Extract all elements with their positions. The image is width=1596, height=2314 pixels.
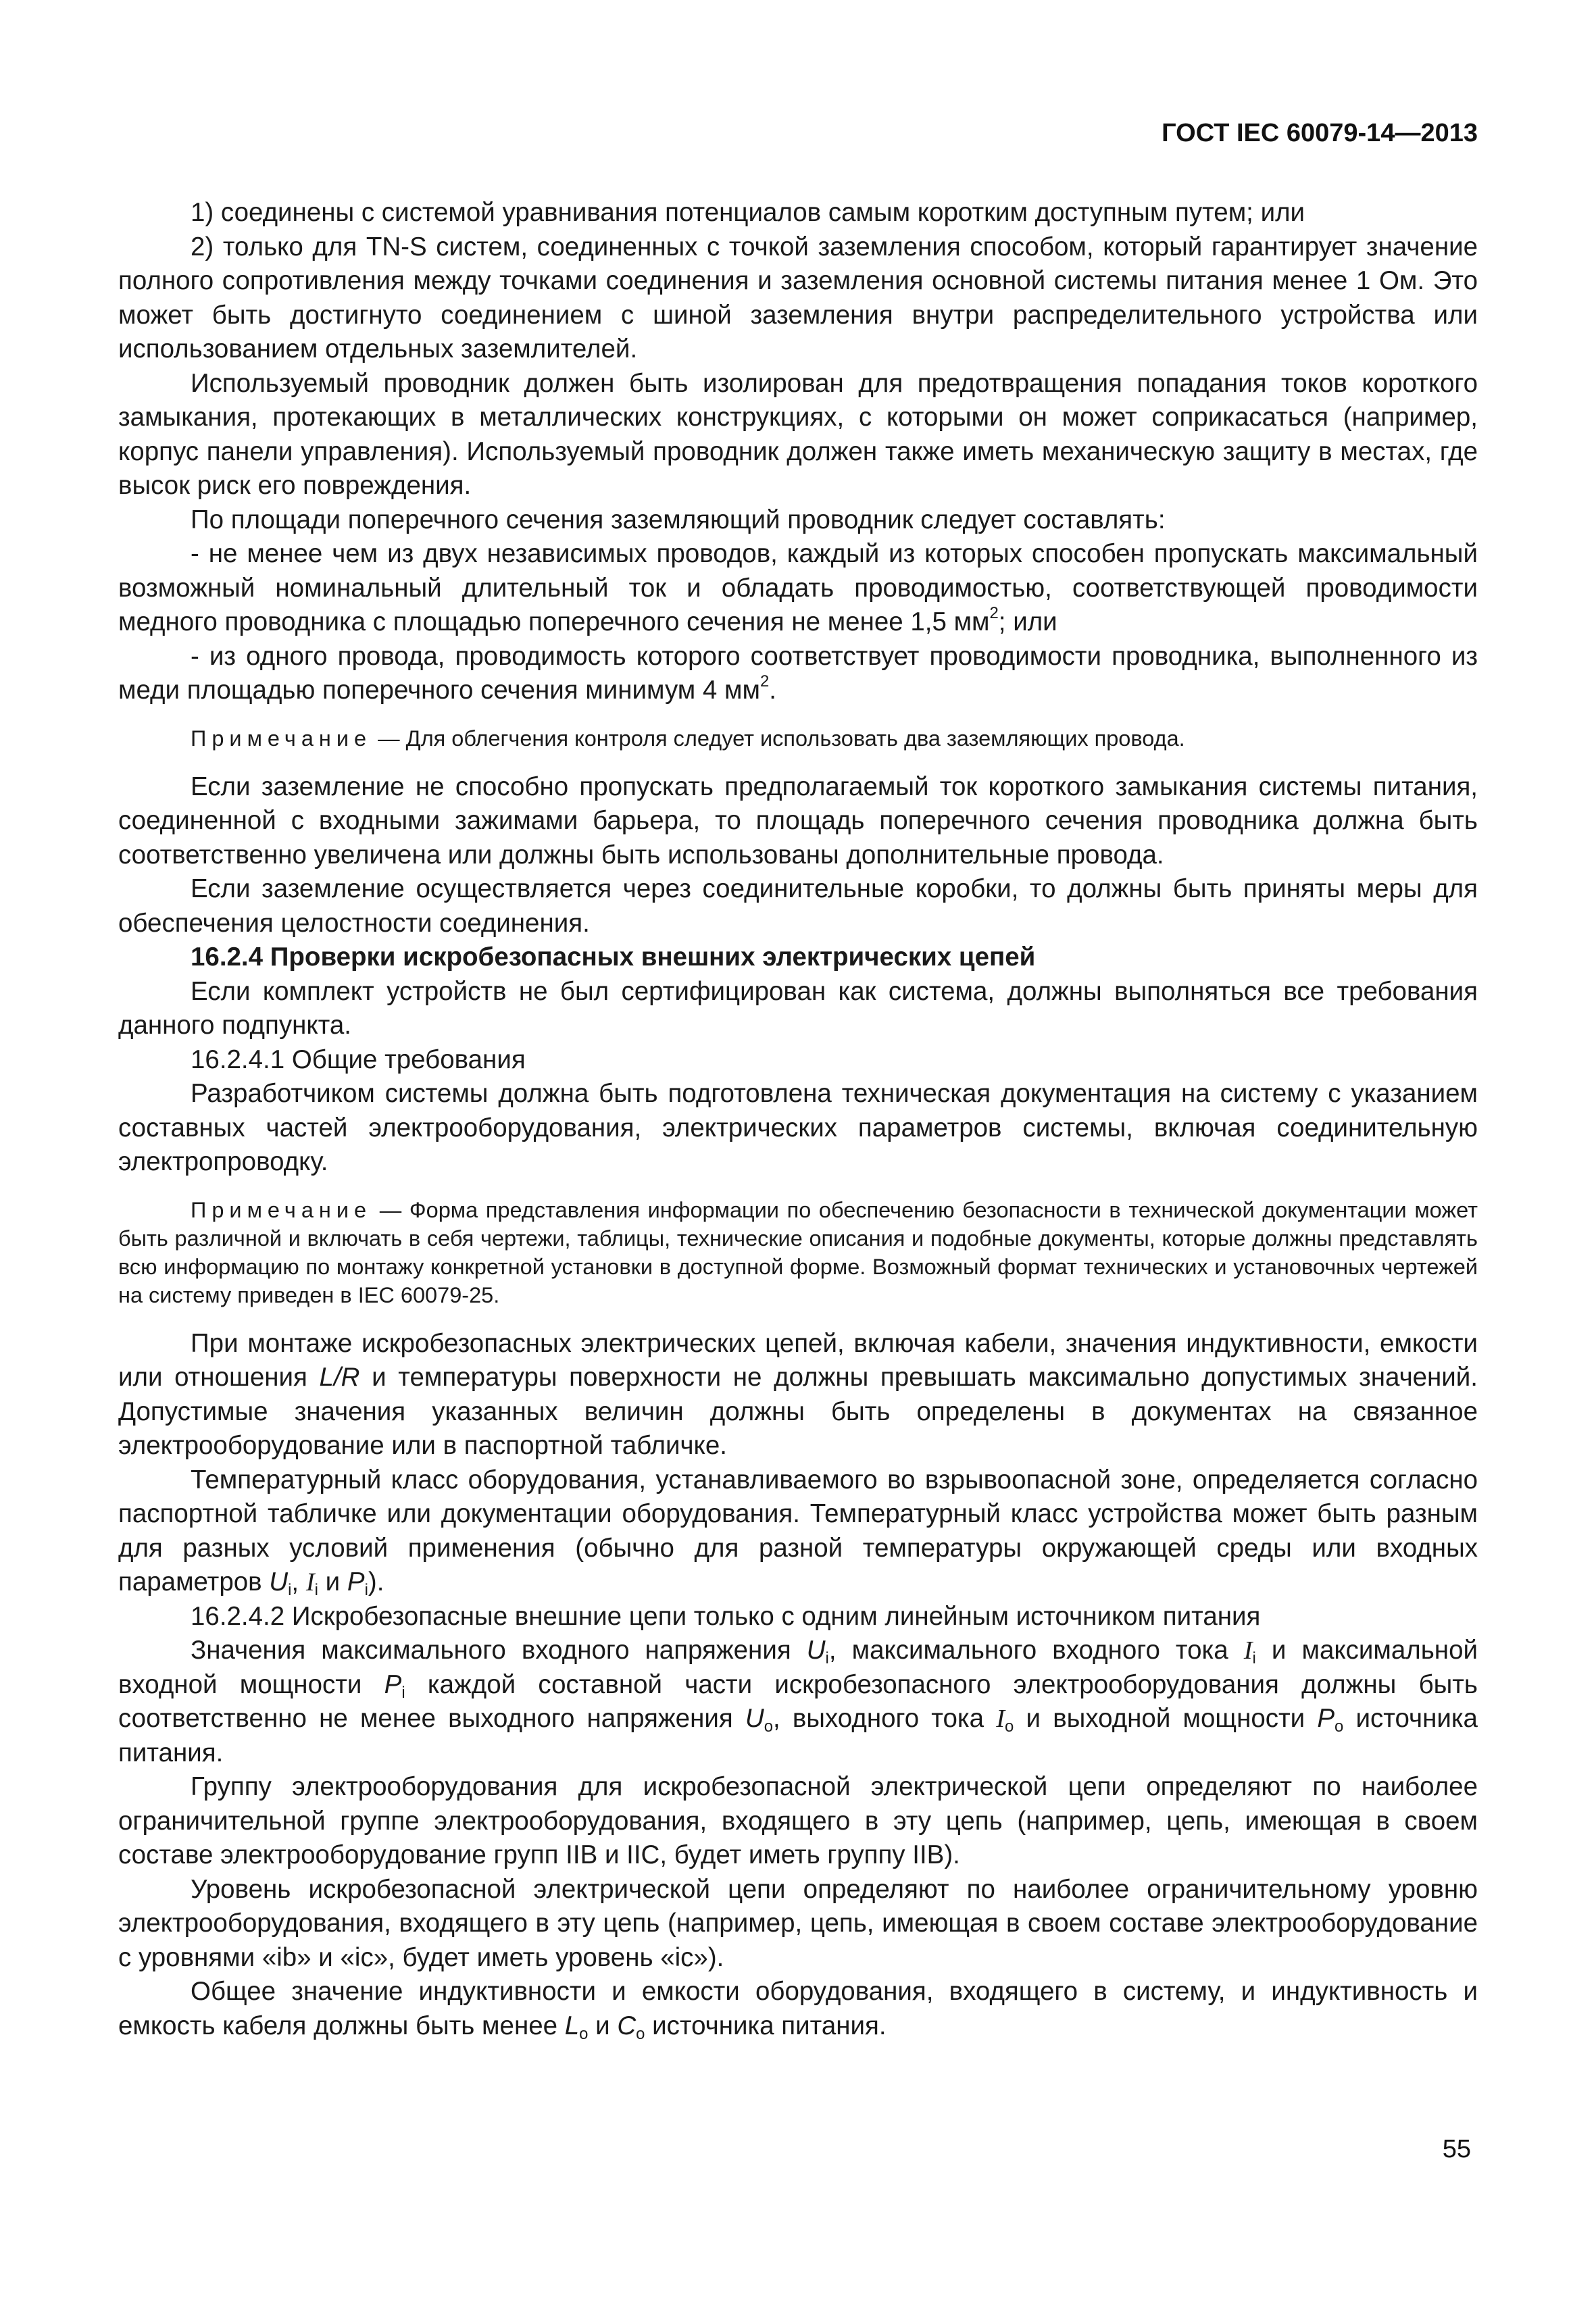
subscript: i xyxy=(364,1581,368,1600)
paragraph xyxy=(118,1327,1478,1463)
paragraph xyxy=(118,1463,1478,1600)
subsection-title: 16.2.4.2 Искробезопасные внешние цепи только с одним линейным источником питания xyxy=(191,1601,1261,1631)
paragraph-text: , выходного тока xyxy=(772,1704,997,1733)
note xyxy=(118,1196,1478,1309)
symbol: C xyxy=(617,2011,637,2040)
paragraph: Уровень искробезопасной электрической цепи определяют по наиболее ограничительному уровню электрооборудования, входящего в эту цепь (например, цепь, имеющая в своем составе электрооборудование с уровнями «ib» и «ic», будет иметь уровень «ic»). xyxy=(118,1874,1478,1972)
symbol: L/R xyxy=(319,1363,360,1392)
symbol: P xyxy=(347,1567,365,1596)
paragraph-text: ; или xyxy=(998,607,1057,636)
note-text: — Форма представления информации по обеспечению безопасности в технической документации может быть различной и включать в себя чертежи, таблицы, технические описания и подобные документы, которые должны представлять всю информацию по монтажу конкретной установки в доступной форме. Возможный формат технических и установочных чертежей на систему приведен в IEC 60079-25. xyxy=(118,1197,1478,1307)
paragraph-text: Общее значение индуктивности и емкости оборудования, входящего в систему, и индуктивность и емкость кабеля должны быть менее xyxy=(118,1977,1478,2040)
document-body xyxy=(118,196,1478,2043)
symbol: I xyxy=(1243,1636,1253,1665)
paragraph-text: При монтаже искробезопасных электрических цепей, включая кабели, значения индуктивности, емкости или отношения xyxy=(118,1328,1478,1392)
paragraph-text: - не менее чем из двух независимых проводов, каждый из которых способен пропускать максимальный возможный номинальный длительный ток и обладать проводимостью, соответствующей проводимости медного проводника с площадью поперечного сечения не менее 1,5 мм xyxy=(118,539,1478,636)
symbol: I xyxy=(305,1568,315,1596)
note-text: — Для облегчения контроля следует использовать два заземляющих провода. xyxy=(372,726,1185,751)
paragraph-text: источника питания. xyxy=(645,2011,887,2040)
paragraph-text: Значения максимального входного напряжения xyxy=(191,1636,807,1665)
paragraph-text: - из одного провода, проводимость которого соответствует проводимости проводника, выполненного из меди площадью поперечного сечения минимум 4 мм xyxy=(118,641,1478,705)
paragraph-text: источника питания. xyxy=(118,1704,1478,1767)
subscript: o xyxy=(1005,1717,1014,1736)
section-heading: 16.2.4 Проверки искробезопасных внешних электрических цепей xyxy=(191,942,1036,972)
symbol: U xyxy=(745,1704,764,1733)
paragraph-text: и температуры поверхности не должны превышать максимально допустимых значений. Допустимые значения указанных величин должны быть определены в документах на связанное электрооборудование или в паспортной табличке. xyxy=(118,1363,1478,1460)
paragraph: Разработчиком системы должна быть подготовлена техническая документация на систему с указанием составных частей электрооборудования, электрических параметров системы, включая соединительную электропроводку. xyxy=(118,1079,1478,1176)
subscript: o xyxy=(579,2024,589,2043)
paragraph-text: каждой составной части искробезопасного электрооборудования должны быть соответственно не менее выходного напряжения xyxy=(118,1669,1478,1733)
symbol: P xyxy=(1317,1704,1335,1733)
superscript: 2 xyxy=(759,672,770,691)
paragraph-text: , максимального входного тока xyxy=(828,1636,1244,1665)
symbol: I xyxy=(996,1705,1005,1733)
subscript: i xyxy=(1252,1649,1256,1668)
subscript: i xyxy=(401,1683,405,1702)
paragraph: Если заземление не способно пропускать предполагаемый ток короткого замыкания системы питания, соединенной с входными зажимами барьера, то площадь поперечного сечения проводника должна быть соответственно увеличена или должны быть использованы дополнительные провода. xyxy=(118,772,1478,870)
paragraph-text: ). xyxy=(368,1567,384,1596)
subscript: i xyxy=(825,1649,829,1668)
paragraph xyxy=(118,1634,1478,1770)
paragraph-text: и максимальной входной мощности xyxy=(118,1636,1478,1699)
symbol: P xyxy=(384,1669,402,1699)
paragraph xyxy=(118,537,1478,640)
subscript: o xyxy=(1335,1717,1344,1736)
symbol: L xyxy=(564,2011,580,2040)
paragraph-text: , xyxy=(291,1567,306,1596)
symbol: U xyxy=(806,1636,826,1665)
subscript: i xyxy=(314,1581,318,1600)
subsection-title: 16.2.4.1 Общие требования xyxy=(191,1045,526,1074)
paragraph-text: и выходной мощности xyxy=(1014,1704,1318,1733)
note xyxy=(118,724,1478,753)
paragraph-text: и xyxy=(588,2011,618,2040)
paragraph: Если заземление осуществляется через соединительные коробки, то должны быть приняты меры для обеспечения целостности соединения. xyxy=(118,874,1478,938)
paragraph: Используемый проводник должен быть изолирован для предотвращения попадания токов короткого замыкания, протекающих в металлических конструкциях, с которыми он может соприкасаться (например, корпус панели управления). Используемый проводник должен также иметь механическую защиту в местах, где высок риск его повреждения. xyxy=(118,368,1478,500)
subscript: i xyxy=(288,1581,292,1600)
paragraph: 1) соединены с системой уравнивания потенциалов самым коротким доступным путем; или xyxy=(191,198,1305,227)
paragraph: Группу электрооборудования для искробезопасной электрической цепи определяют по наиболее ограничительной группе электрооборудования, входящего в эту цепь (например, цепь, имеющая в своем составе электрооборудование групп IIB и IIC, будет иметь группу IIB). xyxy=(118,1772,1478,1869)
paragraph-text: и xyxy=(318,1567,347,1596)
paragraph-text: . xyxy=(769,676,776,705)
subscript: o xyxy=(764,1717,773,1736)
superscript: 2 xyxy=(989,604,999,623)
paragraph xyxy=(118,640,1478,708)
paragraph: 2) только для TN-S систем, соединенных с точкой заземления способом, который гарантирует значение полного сопротивления между точками соединения и заземления основной системы питания менее 1 Ом. Это может быть достигнуто соединением с шиной заземления внутри распределительного устройства или использованием отдельных заземлителей. xyxy=(118,232,1478,363)
paragraph xyxy=(118,1975,1478,2043)
note-label: Примечание xyxy=(191,726,372,751)
paragraph: По площади поперечного сечения заземляющий проводник следует составлять: xyxy=(191,505,1166,534)
subscript: o xyxy=(636,2024,645,2043)
paragraph: Если комплект устройств не был сертифицирован как система, должны выполняться все требования данного подпункта. xyxy=(118,976,1478,1040)
symbol: U xyxy=(269,1567,289,1596)
document-header: ГОСТ IEC 60079-14—2013 xyxy=(1162,119,1478,147)
paragraph-text: Температурный класс оборудования, устанавливаемого во взрывоопасной зоне, определяется согласно паспортной табличке или документации оборудования. Температурный класс устройства может быть разным для разных условий применения (обычно для разной температуры окружающей среды или входных параметров xyxy=(118,1465,1478,1596)
page-number: 55 xyxy=(1442,2135,1471,2163)
note-label: Примечание xyxy=(191,1197,372,1222)
